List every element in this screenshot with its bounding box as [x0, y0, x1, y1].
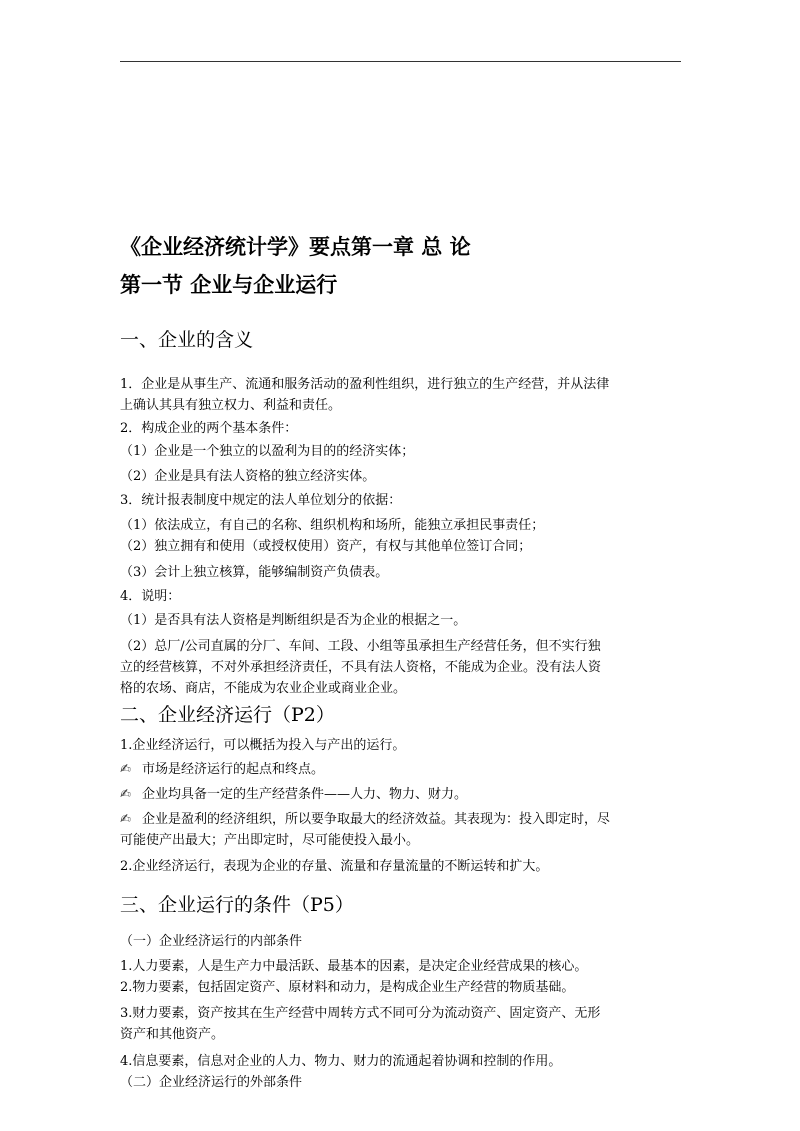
paragraph: 1.企业经济运行，可以概括为投入与产出的运行。 [120, 738, 406, 753]
list-item: （3）会计上独立核算，能够编制资产负债表。 [120, 565, 389, 580]
paragraph: 1．企业是从事生产、流通和服务活动的盈利性组织，进行独立的生产经营，并从法律 [120, 377, 610, 392]
paragraph: 4.信息要素，信息对企业的人力、物力、财力的流通起着协调和控制的作用。 [120, 1054, 562, 1069]
paragraph: 2.物力要素，包括固定资产、原材料和动力，是构成企业生产经营的物质基础。 [120, 980, 575, 995]
list-item: 格的农场、商店，不能成为农业企业或商业企业。 [120, 681, 407, 696]
header-rule [120, 61, 681, 62]
bullet-item: ✍ 企业是盈利的经济组织，所以要争取最大的经济效益。其表现为：投入即定时，尽 [120, 809, 685, 830]
section-title: 第一节 企业与企业运行 [120, 272, 338, 297]
list-item: （1）依法成立，有自己的名称、组织机构和场所，能独立承担民事责任； [120, 518, 545, 533]
document-body [120, 232, 685, 1093]
paragraph: 2．构成企业的两个基本条件： [120, 421, 298, 436]
paragraph: 3．统计报表制度中规定的法人单位划分的依据： [120, 493, 402, 508]
sub-heading-external: （二）企业经济运行的外部条件 [120, 1075, 303, 1090]
bullet-continuation: 可能使产出最大；产出即定时，尽可能使投入最小。 [120, 833, 420, 848]
list-item: （2）总厂/公司直属的分厂、车间、工段、小组等虽承担生产经营任务，但不实行独 [120, 639, 601, 654]
paragraph: 3.财力要素，资产按其在生产经营中周转方式不同可分为流动资产、固定资产、无形 [120, 1006, 601, 1021]
paragraph: 2.企业经济运行，表现为企业的存量、流量和存量流量的不断运转和扩大。 [120, 859, 549, 874]
writing-hand-icon: ✍ [120, 787, 131, 802]
list-item: （1）是否具有法人资格是判断组织是否为企业的根据之一。 [120, 613, 467, 628]
writing-hand-icon: ✍ [120, 762, 131, 777]
heading-operation-conditions: 三、企业运行的条件（P5） [120, 894, 354, 916]
paragraph: 资产和其他资产。 [120, 1027, 225, 1042]
paragraph: 上确认其具有独立权力、利益和责任。 [120, 398, 342, 413]
writing-hand-icon: ✍ [120, 812, 131, 827]
heading-enterprise-meaning: 一、企业的含义 [120, 329, 254, 351]
paragraph: 4．说明： [120, 589, 181, 604]
document-title: 《企业经济统计学》要点第一章 总 论 [120, 234, 471, 259]
paragraph: 1.人力要素，人是生产力中最活跃、最基本的因素，是决定企业经营成果的核心。 [120, 959, 588, 974]
bullet-item: ✍ 企业均具备一定的生产经营条件——人力、物力、财力。 [120, 784, 685, 805]
bullet-item: ✍ 市场是经济运行的起点和终点。 [120, 759, 685, 780]
list-item: 立的经营核算，不对外承担经济责任，不具有法人资格，不能成为企业。没有法人资 [120, 660, 602, 675]
list-item: （1）企业是一个独立的以盈利为目的的经济实体； [120, 444, 415, 459]
list-item: （2）企业是具有法人资格的独立经济实体。 [120, 469, 376, 484]
list-item: （2）独立拥有和使用（或授权使用）资产，有权与其他单位签订合同； [120, 539, 532, 554]
heading-economic-operation: 二、企业经济运行（P2） [120, 704, 335, 726]
sub-heading-internal: （一）企业经济运行的内部条件 [120, 934, 303, 949]
